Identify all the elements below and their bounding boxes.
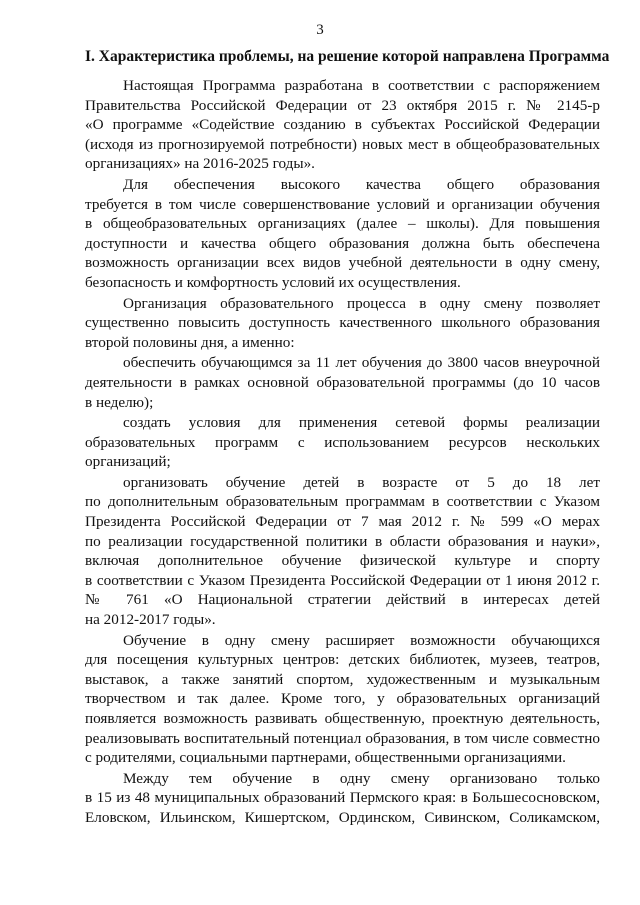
text-line: творчеством и так далее. Кроме того, у образовательных организаций <box>85 690 600 708</box>
text-line: выставок, а также занятий спортом, художественным и музыкальным <box>85 670 600 688</box>
paragraph-cultural-opportunities <box>85 631 600 768</box>
text-line: Обучение в одну смену расширяет возможности обучающихся <box>123 631 600 649</box>
text-line: Между тем обучение в одну смену организовано только <box>123 769 600 787</box>
text-line: Еловском, Ильинском, Кишертском, Ординском, Сивинском, Соликамском, <box>85 808 600 826</box>
page-number: 3 <box>316 22 324 38</box>
text-line: на 2012-2017 годы». <box>85 611 216 629</box>
list-item-extracurricular <box>85 353 600 412</box>
text-line: в неделю); <box>85 393 154 411</box>
body-text <box>85 76 600 829</box>
text-line: организациях» на 2016-2025 годы». <box>85 155 315 173</box>
text-line: в 15 из 48 муниципальных образований Пермского края: в Большесосновском, <box>85 789 600 807</box>
text-line: организаций; <box>85 453 171 471</box>
list-item-network-form <box>85 413 600 472</box>
text-line: второй половины дня, а именно: <box>85 333 295 351</box>
section-heading: I. Характеристика проблемы, на решение которой направлена Программа <box>85 48 610 65</box>
text-line: с родителями, социальными партнерами, общественными организациями. <box>85 749 566 767</box>
text-line: «О программе «Содействие созданию в субъектах Российской Федерации <box>85 116 600 134</box>
text-line: доступности и качества общего образования должна быть обеспечена <box>85 234 600 252</box>
text-line: № 761 «О Национальной стратегии действий в интересах детей <box>85 591 600 609</box>
text-line: безопасность и комфортность условий их осуществления. <box>85 273 461 291</box>
text-line: существенно повысить доступность качественного школьного образования <box>85 314 600 332</box>
text-line: (исходя из прогнозируемой потребности) новых мест в общеобразовательных <box>85 135 600 153</box>
list-item-additional-education <box>85 473 600 630</box>
text-line: возможность организации всех видов учебной деятельности в одну смену, <box>85 254 600 272</box>
text-line: образовательных программ с использованием ресурсов нескольких <box>85 433 600 451</box>
paragraph-current-status <box>85 769 600 828</box>
text-line: деятельности в рамках основной образовательной программы (до 10 часов <box>85 373 600 391</box>
text-line: Настоящая Программа разработана в соответствии с распоряжением <box>123 77 600 94</box>
text-line: обеспечить обучающимся за 11 лет обучения до 3800 часов внеурочной <box>123 354 600 372</box>
text-line: появляется возможность развивать общественную, проектную деятельность, <box>85 710 600 727</box>
text-line: организовать обучение детей в возрасте от 5 до 18 лет <box>123 473 600 491</box>
text-line: по реализации государственной политики в области образования и науки», <box>85 532 600 550</box>
text-line: в соответствии с Указом Президента Российской Федерации от 1 июня 2012 г. <box>85 571 600 589</box>
text-line: для посещения культурных центров: детских библиотек, музеев, театров, <box>85 651 600 669</box>
text-line: требуется в том числе совершенствование условий и организации обучения <box>85 195 600 213</box>
text-line: в общеобразовательных организациях (далее – школы). Для повышения <box>85 215 600 233</box>
paragraph-quality-education <box>85 175 600 293</box>
paragraph-single-shift-benefits <box>85 294 600 353</box>
text-line: Организация образовательного процесса в одну смену позволяет <box>123 294 600 312</box>
text-line: Для обеспечения высокого качества общего образования <box>123 175 600 193</box>
text-line: реализовывать воспитательный потенциал образования, в том числе совместно <box>85 729 600 747</box>
text-line: Правительства Российской Федерации от 23 октября 2015 г. № 2145-р <box>85 96 600 114</box>
text-line: Президента Российской Федерации от 7 мая 2012 г. № 599 «О мерах <box>85 513 600 531</box>
text-line: включая дополнительное обучение физической культуре и спорту <box>85 552 600 570</box>
text-line: по дополнительным образовательным программам в соответствии с Указом <box>85 493 600 511</box>
text-line: создать условия для применения сетевой формы реализации <box>123 414 600 432</box>
paragraph-program-basis <box>85 76 600 174</box>
